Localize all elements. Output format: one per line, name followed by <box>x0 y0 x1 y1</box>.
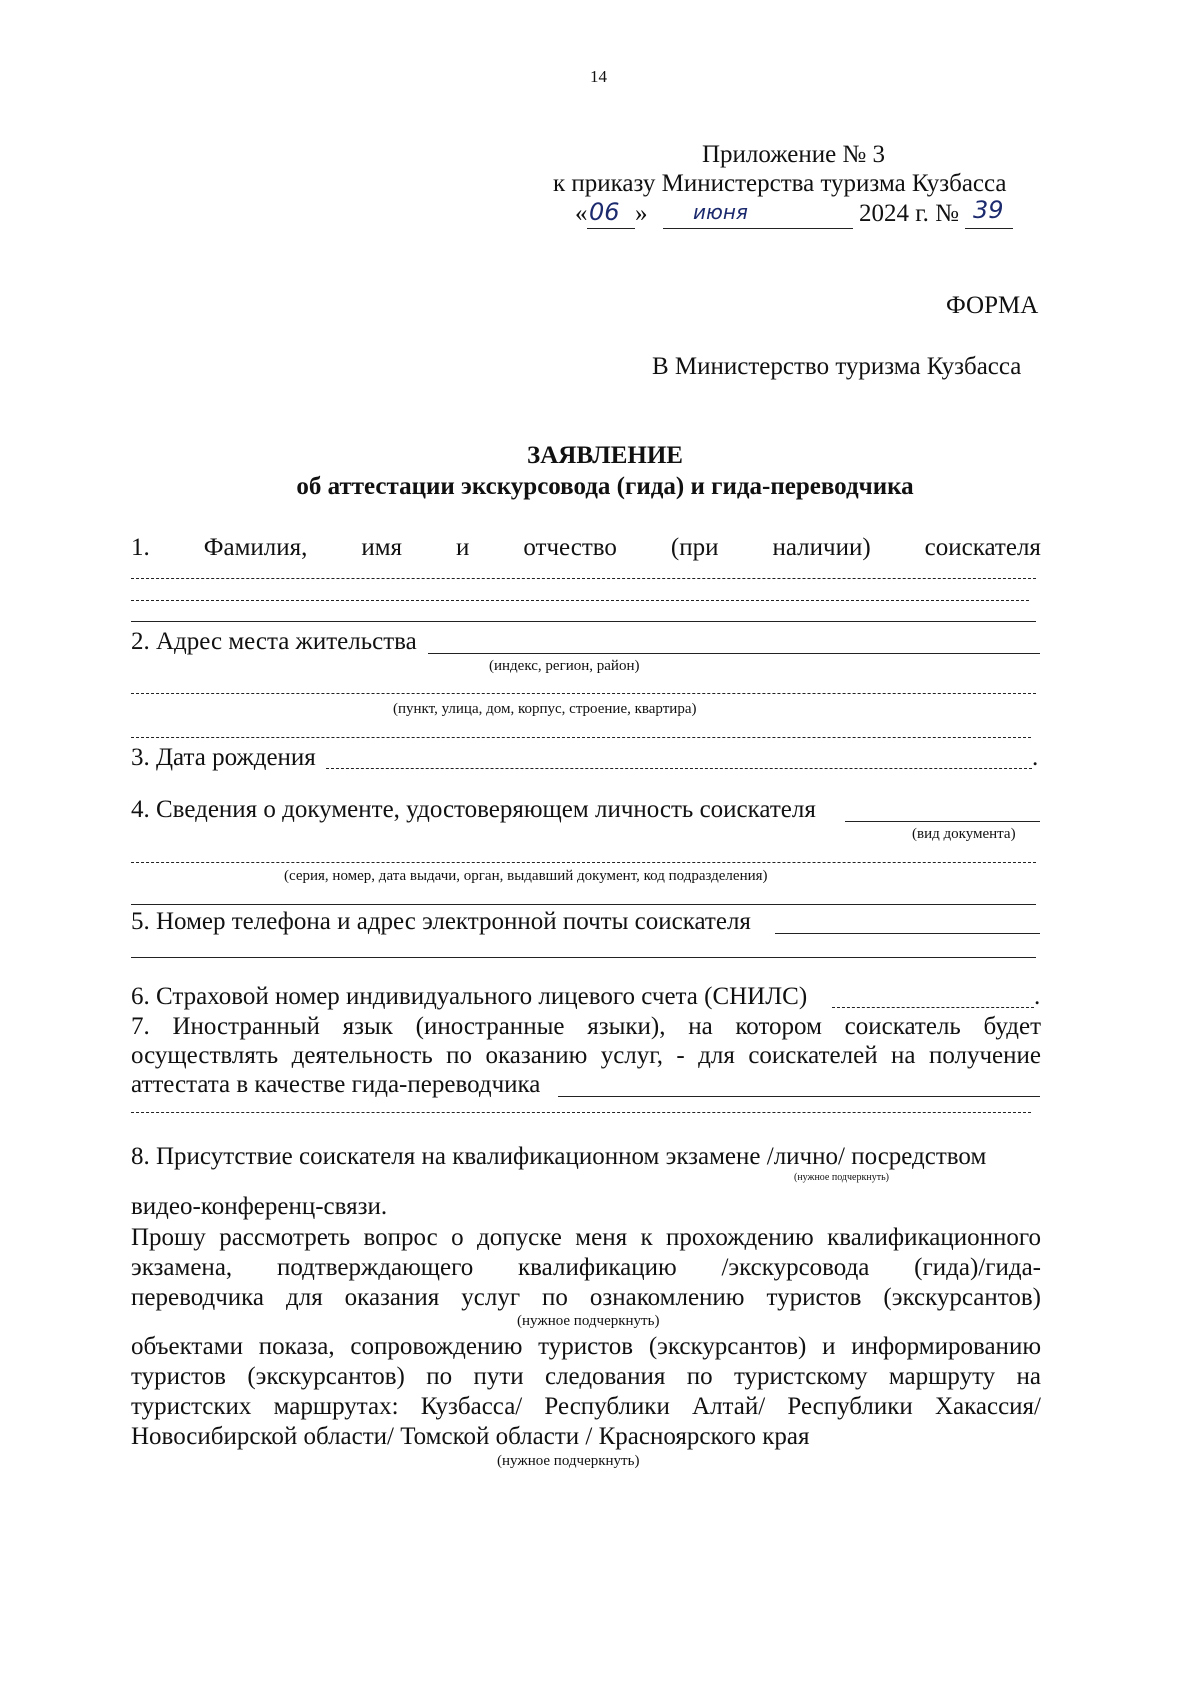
field-2-hint-1: (индекс, регион, район) <box>489 658 640 674</box>
appendix-label: Приложение № 3 <box>702 141 886 168</box>
field-1-line-3[interactable] <box>131 621 1036 622</box>
document-title: ЗАЯВЛЕНИЕ <box>527 442 683 469</box>
field-4-hint-2: (серия, номер, дата выдачи, орган, выдавший документ, код подразделения) <box>284 868 768 884</box>
date-year: 2024 г. № <box>859 200 960 227</box>
field-4-line-3[interactable] <box>131 904 1036 905</box>
field-2-hint-2: (пункт, улица, дом, корпус, строение, квартира) <box>393 701 697 717</box>
field-1-line-1[interactable] <box>131 578 1036 579</box>
field-8-line-2: видео-конференц-связи. <box>131 1193 388 1220</box>
request-line-4: объектами показа, сопровождению туристов (экскурсантов) и информированию <box>131 1333 1041 1360</box>
field-1-label: 1. Фамилия, имя и отчество (при наличии) соискателя <box>131 534 1041 561</box>
field-7-line-2: осуществлять деятельность по оказанию услуг, - для соискателей на получение <box>131 1042 1041 1069</box>
request-line-3: переводчика для оказания услуг по ознакомлению туристов (экскурсантов) <box>131 1284 1041 1311</box>
order-date-line <box>575 198 1045 234</box>
form-label: ФОРМА <box>946 292 1039 319</box>
field-2-label: 2. Адрес места жительства <box>131 628 417 655</box>
field-8-hint: (нужное подчеркнуть) <box>794 1172 889 1183</box>
field-1-line-2[interactable] <box>131 600 1029 601</box>
field-4-line-2[interactable] <box>131 862 1036 863</box>
field-7-line-1: 7. Иностранный язык (иностранные языки), на котором соискатель будет <box>131 1013 1041 1040</box>
date-open-quote: « <box>575 200 588 227</box>
request-hint-1: (нужное подчеркнуть) <box>517 1313 660 1329</box>
document-subtitle: об аттестации экскурсовода (гида) и гида-переводчика <box>296 473 914 500</box>
request-line-7: Новосибирской области/ Томской области / Красноярского края <box>131 1423 810 1450</box>
order-reference: к приказу Министерства туризма Кузбасса <box>553 170 1007 197</box>
field-6-label: 6. Страховой номер индивидуального лицевого счета (СНИЛС) <box>131 983 808 1010</box>
date-day-handwritten: 06 <box>589 198 620 226</box>
order-number-handwritten: 39 <box>973 196 1004 224</box>
field-2-line-3[interactable] <box>131 737 1031 738</box>
field-7-line-3: аттестата в качестве гида-переводчика <box>131 1071 541 1098</box>
date-month-handwritten: июня <box>693 200 748 224</box>
request-hint-2: (нужное подчеркнуть) <box>497 1453 640 1469</box>
date-close-quote: » <box>635 200 648 227</box>
request-line-6: туристских маршрутах: Кузбасса/ Республики Алтай/ Республики Хакассия/ <box>131 1393 1041 1420</box>
field-7-answer-line-1[interactable] <box>558 1096 1040 1097</box>
request-line-5: туристов (экскурсантов) по пути следования по туристскому маршруту на <box>131 1363 1041 1390</box>
field-2-line-1[interactable] <box>428 653 1040 654</box>
field-6-line[interactable] <box>832 1007 1034 1008</box>
page-number: 14 <box>590 67 607 86</box>
field-3-line[interactable] <box>326 768 1032 769</box>
request-line-1: Прошу рассмотреть вопрос о допуске меня к прохождению квалификационного <box>131 1224 1041 1251</box>
field-7-answer-line-2[interactable] <box>131 1112 1031 1113</box>
field-5-line-2[interactable] <box>131 957 1036 958</box>
field-4-label: 4. Сведения о документе, удостоверяющем личность соискателя <box>131 796 816 823</box>
field-5-label: 5. Номер телефона и адрес электронной почты соискателя <box>131 908 751 935</box>
field-8-line-1: 8. Присутствие соискателя на квалификационном экзамене /лично/ посредством <box>131 1143 987 1170</box>
field-4-line-1[interactable] <box>845 821 1040 822</box>
field-5-line-1[interactable] <box>775 933 1040 934</box>
field-4-hint-1: (вид документа) <box>912 826 1016 842</box>
field-3-label: 3. Дата рождения <box>131 744 316 771</box>
addressee: В Министерство туризма Кузбасса <box>652 353 1022 380</box>
request-line-2: экзамена, подтверждающего квалификацию /экскурсовода (гида)/гида- <box>131 1254 1041 1281</box>
field-2-line-2[interactable] <box>131 693 1036 694</box>
